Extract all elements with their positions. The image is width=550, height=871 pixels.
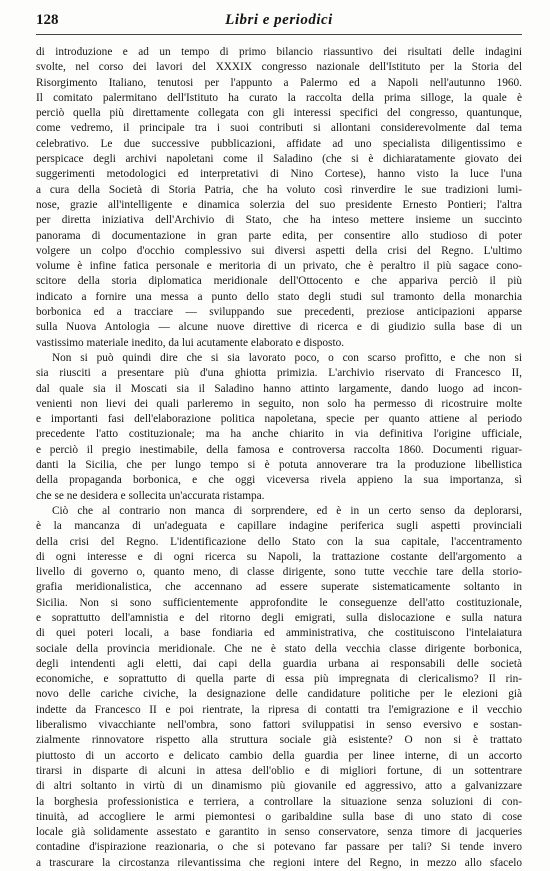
text-line: borbonica ed a tracciare — sviluppando sue precedenti, preziose anticipazioni apparse [36, 306, 522, 319]
page-header [36, 12, 522, 32]
text-line: a cura della Società di Storia Patria, che ha voluto così rinverdire le sue tradizioni lumi- [36, 183, 522, 196]
text-line: novo delle cariche civiche, la designazione delle candidature politiche per le elezioni già [36, 688, 522, 701]
text-line: Non si può quindi dire che si sia lavorato poco, o con scarso profitto, e che non si [52, 351, 522, 364]
text-line: dal quale sia il Moscati sia il Saladino hanno attinto largamente, dando luogo ad incon- [36, 382, 522, 395]
header-rule [36, 34, 522, 35]
running-title: Libri e periodici [225, 12, 333, 28]
text-line: piuttosto di un accorto e delicato cambio della guardia per linee interne, di un accorto [36, 749, 522, 762]
text-line: liberalismo vivacchiante nell'ombra, sono fattori sviluppatisi in senso eversivo e sostan- [36, 719, 522, 732]
text-line: sociale della provincia meridionale. Che ne è stato della vecchia classe dirigente borbonica, [36, 642, 522, 655]
text-line: a trascurare la circostanza rilevantissima che regioni intere del Regno, in mezzo allo sfacelo [36, 856, 522, 869]
text-line: svolte, nel corso dei lavori del XXXIX congresso nazionale dell'Istituto per la Storia del [36, 61, 522, 74]
text-line: grafia meridionalistica, che accennano ad essere superate sistematicamente soltanto in [36, 581, 522, 594]
text-line: tirarsi in disparte di alcuni in attesa dell'oblio e di migliori fortune, di un sottentrare [36, 764, 522, 777]
text-line: precedente l'atto costituzionale; ma ha anche chiarito in via definitiva l'origine ufficiale, [36, 428, 522, 441]
text-line: celebrativo. Le due successive pubblicazioni, affidate ad uno specialista diligentissimo e [36, 137, 522, 150]
text-line: della propaganda borbonica, e che oggi viceversa rivela appieno la sua importanza, sì [36, 474, 522, 487]
text-line: economiche, e soprattutto di quella parte di essa più impregnata di clericalismo? Il rin- [36, 673, 522, 686]
text-line: sulla Nuova Antologia — alcune nuove direttive di ricerca e di giudizio sulla base di un [36, 321, 522, 334]
text-line: di introduzione e ad un tempo di primo bilancio riassuntivo dei risultati delle indagini [36, 46, 522, 58]
text-line: Risorgimento Italiano, tenutosi per l'appunto a Palermo ed a Napoli nell'autunno 1960. [36, 76, 522, 89]
text-line: volume è infine fatica personale e meritoria di un privato, che è peraltro il più sagace cono- [36, 260, 522, 273]
text-line: di quei poteri locali, a base fondiaria ed amministrativa, che costituiscono l'intelaiatura [36, 627, 522, 640]
text-line: e perciò il pregio inestimabile, della famosa e controversa raccolta 1860. Documenti riguar- [36, 443, 522, 456]
text-line: locale già solidamente assestato e garantito in senso conservatore, senza timore di jacqueries [36, 826, 522, 839]
text-line: per diretta iniziativa dell'Archivio di Stato, che ha inteso mettere insieme un succinto [36, 214, 522, 227]
text-line: suggerimenti metodologici ed interpretativi di Nino Cortese), hanno visto la luce l'una [36, 168, 522, 181]
text-line: danti la Sicilia, che per lungo tempo si è potuta annoverare tra la produzione libellistica [36, 459, 522, 472]
text-line: è la mancanza di un'adeguata e capillare indagine periferica sugli aspetti provinciali [36, 520, 522, 533]
text-line: livello di governo o, quanto meno, di classe dirigente, sono tutte vecchie tare della storio- [36, 566, 522, 579]
text-line: indicato a fornire una messa a punto dello stato degli studi sul tramonto della monarchia [36, 290, 522, 303]
text-line: e soprattutto dell'amnistia e del ritorno degli emigrati, sulla dislocazione e sulla natura [36, 611, 522, 624]
body-text [36, 45, 522, 871]
text-line: zialmente rinnovatore rispetto alla struttura sociale già esistente? O non si è trattato [36, 734, 522, 747]
text-line: nose, grazie all'intelligente e dinamica solerzia del suo presidente Ernesto Pontieri; l'altra [36, 198, 522, 211]
text-line: volgere un colpo d'occhio complessivo sui diversi aspetti della crisi del Regno. L'ultimo [36, 244, 522, 257]
text-line: degli intendenti agli eletti, dai capi della guardia urbana ai responsabili delle società [36, 657, 522, 670]
text-line: tinuità, ad accogliere le armi piemontesi o garibaldine sulla base di uno stato di cose [36, 810, 522, 823]
text-line: di ogni interesse e di ogni ricerca su Napoli, la trattazione costante dell'argomento a [36, 550, 522, 563]
text-line: vastissimo materiale inedito, da lui acutamente elaborato e disposto. [36, 336, 345, 349]
text-line: venienti non lievi dei quali parleremo in seguito, non solo ha permesso di ricostruire molte [36, 397, 522, 410]
text-line: di altri soltanto in virtù di un dinamismo più giovanile ed aggressivo, atto a galvanizzare [36, 780, 522, 793]
text-line: che se ne desidera e sollecita un'accurata ristampa. [36, 489, 265, 502]
text-line: perciò quella più direttamente collegata con gli interessi specifici del congresso, quantunque, [36, 107, 522, 120]
page-number: 128 [36, 12, 59, 28]
text-line: perspicace degli archivi napoletani come il Saladino (che si è dichiaratamente giovato dei [36, 153, 522, 166]
text-line: indette da Francesco II e poi rientrate, la ripresa di contatti tra l'emigrazione e il vecchio [36, 703, 522, 716]
text-line: come vedremo, il principale tra i suoi contributi si allontani considerevolmente dal tema [36, 122, 522, 135]
text-line: panorama di documentazione in gran parte edita, per consentire allo studioso di poter [36, 229, 522, 242]
text-line: Ciò che al contrario non manca di sorprendere, ed è in un certo senso da deplorarsi, [52, 504, 522, 517]
text-line: e importanti fasi dell'elaborazione politica napoletana, specie per quanto attiene al periodo [36, 413, 522, 426]
text-line: Il comitato palermitano dell'Istituto ha curato la raccolta della prima silloge, la quale è [36, 91, 522, 104]
text-line: scitore della storia diplomatica meridionale dell'Ottocento e che appariva perciò il più [36, 275, 522, 288]
text-line: la borghesia professionistica e terriera, a controllare la situazione senza soluzioni di con- [36, 795, 522, 808]
text-line: sia riusciti a presentare più d'una ghiotta primizia. L'archivio riservato di Francesco II, [36, 367, 522, 380]
text-line: contadine d'ispirazione reazionaria, o che si potevano far passare per tali? Si tende invero [36, 841, 522, 854]
text-line: della crisi del Regno. L'identificazione dello Stato con la sua capitale, l'accentramento [36, 535, 522, 548]
text-line: Sicilia. Non si sono sufficientemente approfondite le conseguenze dell'atto costituzionale, [36, 596, 522, 609]
